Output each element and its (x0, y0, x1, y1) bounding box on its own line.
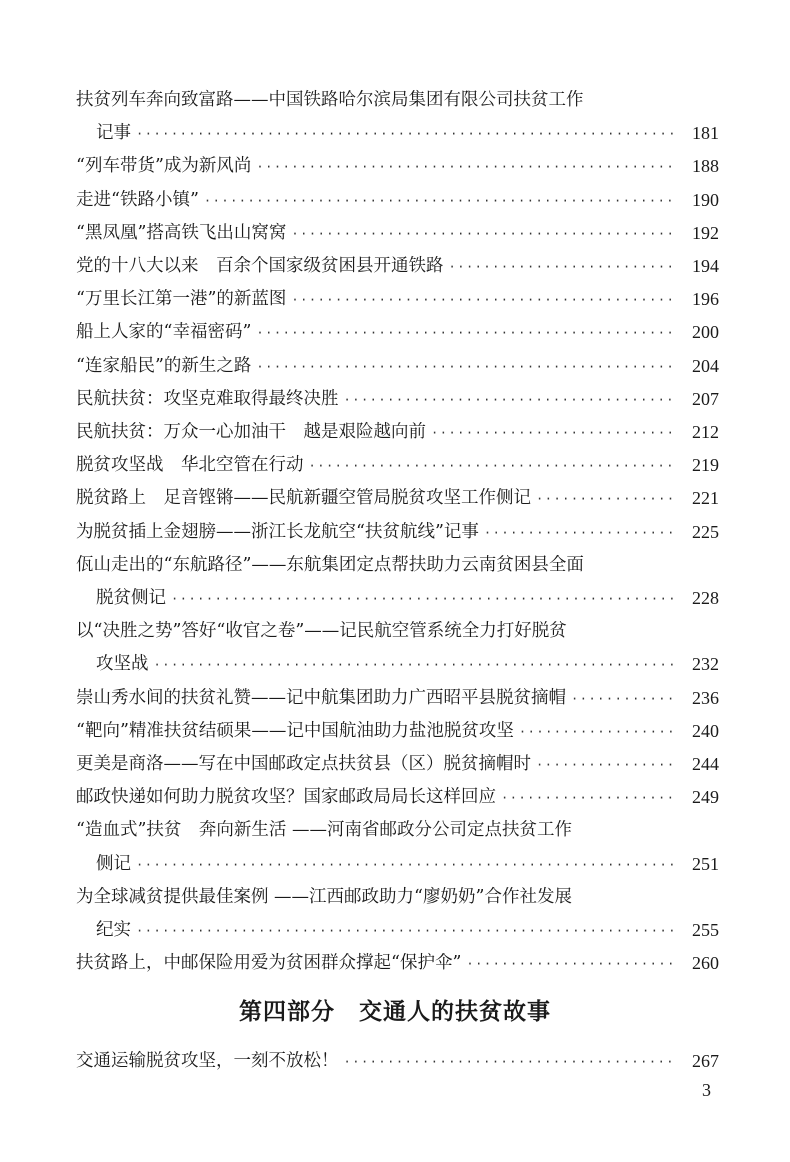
toc-entry-title: 崇山秀水间的扶贫礼赞——记中航集团助力广西昭平县脱贫摘帽 (76, 687, 566, 708)
part-heading: 第四部分 交通人的扶贫故事 (239, 999, 551, 1025)
toc-entry-title: 邮政快递如何助力脱贫攻坚？国家邮政局局长这样回应 (76, 787, 496, 808)
dot-leader (256, 154, 674, 180)
toc-entry-title: 以“决胜之势”答好“收官之卷”——记民航空管系统全力打好脱贫 (76, 621, 567, 642)
dot-leader (571, 686, 674, 712)
toc-page-number: 244 (692, 754, 719, 774)
toc-page-number: 221 (692, 488, 719, 509)
dot-leader (519, 719, 674, 745)
dot-leader (204, 188, 674, 214)
toc-entry-title: 交通运输脱贫攻坚，一刻不放松！ (76, 1051, 339, 1071)
toc-entry-title: 为全球减贫提供最佳案例 ——江西邮政助力“廖奶奶”合作社发展 (76, 886, 572, 907)
toc-page-number: 192 (692, 222, 719, 243)
toc-entry-title: 纪实 (96, 920, 131, 940)
toc-page-number: 200 (692, 322, 719, 343)
toc-entry-title: 佤山走出的“东航路径”——东航集团定点帮扶助力云南贫困县全面 (76, 554, 584, 575)
toc-entry-title: 脱贫侧记 (96, 588, 166, 608)
dot-leader (466, 951, 674, 977)
toc-entry-title: “造血式”扶贫 奔向新生活 ——河南省邮政分公司定点扶贫工作 (76, 820, 572, 841)
dot-leader (256, 354, 674, 380)
toc-entry-title: “靶向”精准扶贫结硕果——记中国航油助力盐池脱贫攻坚 (76, 720, 514, 741)
toc-page-number: 249 (692, 787, 719, 808)
dot-leader (536, 486, 674, 512)
toc-entry-title: 为脱贫插上金翅膀——浙江长龙航空“扶贫航线”记事 (76, 521, 479, 542)
toc-entry-title: 更美是商洛——写在中国邮政定点扶贫县（区）脱贫摘帽时 (76, 754, 531, 774)
toc-page-number: 181 (692, 123, 719, 144)
toc-entry-title: “连家船民”的新生之路 (76, 355, 252, 376)
toc-entry-title: 民航扶贫：攻坚克难取得最终决胜 (76, 388, 339, 409)
dot-leader (136, 121, 674, 147)
toc-page-number: 190 (692, 189, 719, 210)
toc-page-number: 240 (692, 720, 719, 741)
toc-page-number: 236 (692, 687, 719, 708)
page-number: 3 (702, 1080, 711, 1100)
dot-leader (344, 387, 675, 413)
dot-leader (154, 652, 675, 678)
toc-page-number: 267 (692, 1051, 719, 1071)
toc-entry-title: 船上人家的“幸福密码” (76, 322, 252, 343)
dot-leader (501, 785, 674, 811)
toc-entry-title: 记事 (96, 123, 131, 144)
dot-leader (309, 453, 675, 479)
dot-leader (136, 852, 674, 878)
dot-leader (291, 221, 674, 247)
dot-leader (291, 287, 674, 313)
dot-leader (171, 586, 674, 612)
toc-entry-title: “列车带货”成为新风尚 (76, 156, 252, 177)
toc-entry-title: 扶贫路上，中邮保险用爱为贫困群众撑起“保护伞” (76, 953, 462, 974)
toc-entry-title: 党的十八大以来 百余个国家级贫困县开通铁路 (76, 256, 444, 276)
toc-page-number: 204 (692, 355, 719, 376)
toc-page-number: 188 (692, 156, 719, 177)
toc-entry-title: 扶贫列车奔向致富路——中国铁路哈尔滨局集团有限公司扶贫工作 (76, 90, 584, 110)
dot-leader (431, 420, 674, 446)
toc-page-number: 232 (692, 654, 719, 675)
toc-page-number: 228 (692, 588, 719, 608)
dot-leader (136, 918, 674, 944)
toc-page-number: 194 (692, 256, 719, 276)
toc-entry-title: “黑凤凰”搭高铁飞出山窝窝 (76, 222, 287, 243)
dot-leader (256, 320, 674, 346)
toc-page-number: 255 (692, 920, 719, 940)
toc-entry-title: 攻坚战 (96, 654, 149, 675)
toc-page-number: 207 (692, 388, 719, 409)
toc-entry-title: 侧记 (96, 853, 131, 874)
toc-page-number: 219 (692, 455, 719, 476)
toc-page-number: 251 (692, 853, 719, 874)
dot-leader (449, 254, 675, 280)
toc-entry-title: 民航扶贫：万众一心加油干 越是艰险越向前 (76, 422, 426, 442)
toc-page-number: 212 (692, 422, 719, 442)
toc-entry-title: 脱贫攻坚战 华北空管在行动 (76, 455, 304, 476)
toc-entry-title: 脱贫路上 足音铿锵——民航新疆空管局脱贫攻坚工作侧记 (76, 488, 531, 509)
toc-page-number: 225 (692, 521, 719, 542)
dot-leader (344, 1049, 675, 1075)
toc-page-number: 260 (692, 953, 719, 974)
dot-leader (536, 752, 674, 778)
toc-page-number: 196 (692, 289, 719, 310)
dot-leader (484, 520, 674, 546)
toc-entry-title: “万里长江第一港”的新蓝图 (76, 289, 287, 310)
toc-entry-title: 走进“铁路小镇” (76, 189, 199, 210)
